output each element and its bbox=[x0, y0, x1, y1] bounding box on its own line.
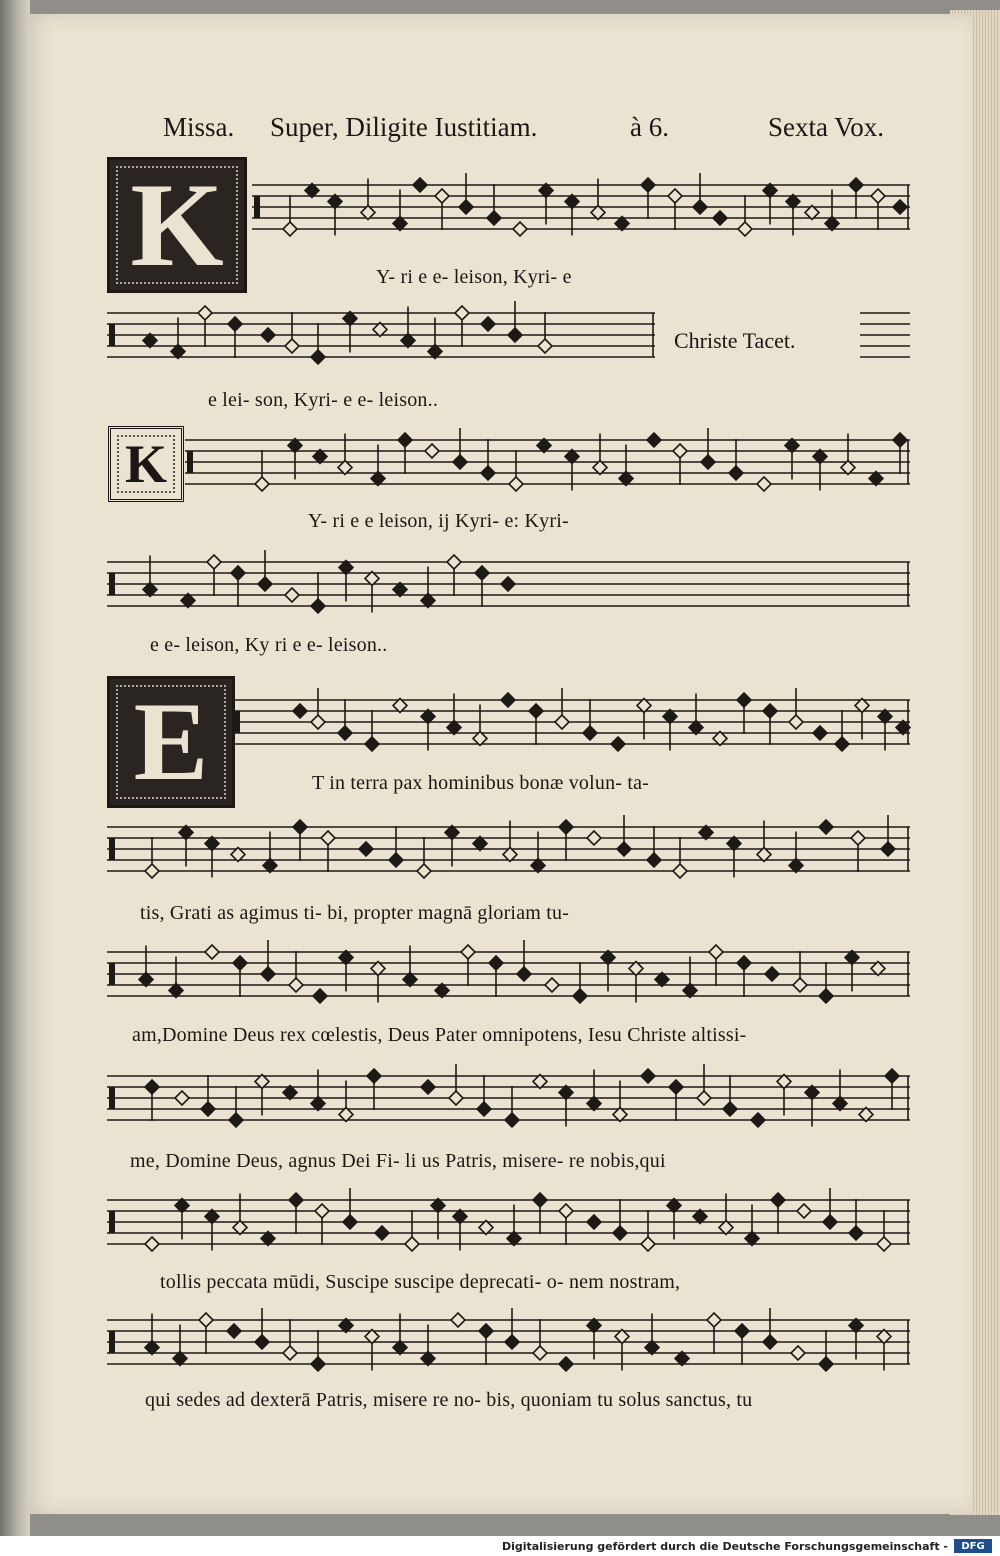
note-head bbox=[851, 831, 865, 845]
staff-6 bbox=[232, 688, 910, 751]
staff-11 bbox=[107, 1308, 910, 1371]
note-head bbox=[877, 1237, 891, 1251]
note-head bbox=[475, 566, 489, 580]
note-head bbox=[367, 1069, 381, 1083]
note-head bbox=[375, 1226, 389, 1240]
note-head bbox=[283, 1346, 297, 1360]
staff-7 bbox=[107, 815, 910, 878]
note-head bbox=[823, 1215, 837, 1229]
note-head bbox=[573, 989, 587, 1003]
funding-notice: Digitalisierung gefördert durch die Deutsche Forschungsgemeinschaft - bbox=[501, 1540, 948, 1553]
note-head bbox=[231, 566, 245, 580]
lyric-line: e lei- son, Kyri- e e- leison.. bbox=[208, 389, 439, 411]
clef-mark bbox=[109, 838, 115, 860]
note-head bbox=[489, 956, 503, 970]
clef-mark bbox=[109, 324, 115, 346]
header-voice: Sexta Vox. bbox=[768, 112, 885, 142]
note-head bbox=[311, 1357, 325, 1371]
note-head bbox=[421, 1080, 435, 1094]
clef-mark bbox=[109, 1087, 115, 1109]
note-head bbox=[757, 477, 771, 491]
note-head bbox=[529, 704, 543, 718]
note-head bbox=[791, 1346, 805, 1360]
note-head bbox=[455, 306, 469, 320]
dfg-logo: DFG bbox=[954, 1539, 992, 1553]
note-head bbox=[343, 1215, 357, 1229]
clef-mark bbox=[187, 451, 193, 473]
note-head bbox=[447, 555, 461, 569]
note-head bbox=[283, 222, 297, 236]
header-voices: à 6. bbox=[630, 112, 669, 142]
note-head bbox=[819, 989, 833, 1003]
staff-10 bbox=[107, 1188, 910, 1251]
note-head bbox=[723, 1102, 737, 1116]
note-head bbox=[145, 1080, 159, 1094]
note-head bbox=[453, 455, 467, 469]
note-head bbox=[701, 455, 715, 469]
header-missa: Missa. bbox=[163, 112, 235, 142]
note-head bbox=[669, 1080, 683, 1094]
note-head bbox=[481, 317, 495, 331]
note-head bbox=[258, 577, 272, 591]
note-head bbox=[641, 178, 655, 192]
note-head bbox=[771, 1193, 785, 1207]
note-head bbox=[737, 956, 751, 970]
note-head bbox=[313, 989, 327, 1003]
note-head bbox=[229, 1113, 243, 1127]
note-head bbox=[501, 577, 515, 591]
note-head bbox=[697, 1091, 711, 1105]
initial-letter: K bbox=[130, 158, 224, 291]
note-head bbox=[145, 864, 159, 878]
note-head bbox=[751, 1113, 765, 1127]
note-head bbox=[261, 967, 275, 981]
note-head bbox=[477, 1102, 491, 1116]
staff-4 bbox=[185, 428, 910, 491]
note-head bbox=[261, 328, 275, 342]
note-head bbox=[668, 189, 682, 203]
note-head bbox=[417, 864, 431, 878]
note-head bbox=[738, 222, 752, 236]
note-head bbox=[509, 477, 523, 491]
lyric-line: Y- ri e e- leison, Kyri- e bbox=[376, 266, 572, 288]
note-head bbox=[735, 1324, 749, 1338]
note-head bbox=[459, 200, 473, 214]
clef-mark bbox=[109, 573, 115, 595]
note-head bbox=[405, 1237, 419, 1251]
note-head bbox=[289, 1193, 303, 1207]
note-head bbox=[201, 1102, 215, 1116]
note-head bbox=[533, 1193, 547, 1207]
note-head bbox=[673, 444, 687, 458]
note-head bbox=[559, 820, 573, 834]
note-head bbox=[641, 1237, 655, 1251]
note-head bbox=[461, 945, 475, 959]
note-head bbox=[673, 864, 687, 878]
clef-mark bbox=[109, 1211, 115, 1233]
lyric-line: tollis peccata mūdi, Suscipe suscipe deprecati- o- nem nostram, bbox=[160, 1271, 681, 1293]
note-head bbox=[311, 350, 325, 364]
note-head bbox=[641, 1069, 655, 1083]
note-head bbox=[737, 693, 751, 707]
note-head bbox=[293, 820, 307, 834]
note-head bbox=[555, 715, 569, 729]
note-head bbox=[451, 1313, 465, 1327]
note-head bbox=[647, 853, 661, 867]
note-head bbox=[849, 178, 863, 192]
note-head bbox=[538, 339, 552, 353]
christe-tacet-label: Christe Tacet. bbox=[674, 328, 796, 353]
note-head bbox=[533, 1346, 547, 1360]
note-head bbox=[559, 1204, 573, 1218]
staff-2 bbox=[107, 301, 655, 364]
note-head bbox=[849, 1226, 863, 1240]
initial-letter: K bbox=[124, 434, 167, 494]
staff-9 bbox=[107, 1064, 910, 1127]
note-head bbox=[207, 555, 221, 569]
note-head bbox=[228, 317, 242, 331]
note-head bbox=[893, 200, 907, 214]
clef-mark bbox=[234, 711, 240, 733]
note-head bbox=[199, 1313, 213, 1327]
staff-3 bbox=[860, 313, 910, 357]
staff-5 bbox=[107, 550, 910, 613]
lyric-line: tis, Grati as agimus ti- bi, propter magnā gloriam tu- bbox=[140, 902, 570, 924]
staff-8 bbox=[107, 940, 910, 1003]
lyric-line: e e- leison, Ky ri e e- leison.. bbox=[150, 634, 388, 656]
lyric-line: me, Domine Deus, agnus Dei Fi- li us Patris, misere- re nobis,qui bbox=[130, 1150, 666, 1172]
note-head bbox=[819, 820, 833, 834]
clef-mark bbox=[109, 963, 115, 985]
note-head bbox=[713, 211, 727, 225]
note-head bbox=[315, 1204, 329, 1218]
lyric-line: qui sedes ad dexterā Patris, misere re no- bis, quoniam tu solus sanctus, tu bbox=[145, 1389, 753, 1411]
note-head bbox=[693, 200, 707, 214]
note-head bbox=[413, 178, 427, 192]
note-head bbox=[881, 842, 895, 856]
note-head bbox=[435, 189, 449, 203]
note-head bbox=[513, 222, 527, 236]
note-head bbox=[545, 978, 559, 992]
note-head bbox=[587, 831, 601, 845]
note-head bbox=[285, 339, 299, 353]
note-head bbox=[289, 978, 303, 992]
lyric-line: T in terra pax hominibus bonæ volun- ta- bbox=[312, 772, 650, 794]
note-head bbox=[311, 715, 325, 729]
note-head bbox=[583, 726, 597, 740]
clef-mark bbox=[109, 1331, 115, 1353]
note-head bbox=[885, 1069, 899, 1083]
note-head bbox=[449, 1091, 463, 1105]
note-head bbox=[365, 737, 379, 751]
note-head bbox=[871, 189, 885, 203]
note-head bbox=[205, 945, 219, 959]
note-head bbox=[517, 967, 531, 981]
note-head bbox=[819, 1357, 833, 1371]
note-head bbox=[293, 704, 307, 718]
note-head bbox=[587, 1215, 601, 1229]
note-head bbox=[508, 328, 522, 342]
note-head bbox=[487, 211, 501, 225]
lyric-line: am,Domine Deus rex cœlestis, Deus Pater omnipotens, Iesu Christe altissi- bbox=[132, 1024, 747, 1046]
note-head bbox=[763, 704, 777, 718]
note-head bbox=[227, 1324, 241, 1338]
note-head bbox=[255, 477, 269, 491]
header-super: Super, Diligite Iustitiam. bbox=[270, 112, 538, 142]
note-head bbox=[175, 1091, 189, 1105]
note-head bbox=[707, 1313, 721, 1327]
clef-mark bbox=[254, 196, 260, 218]
note-head bbox=[338, 726, 352, 740]
note-head bbox=[425, 444, 439, 458]
note-head bbox=[505, 1113, 519, 1127]
initial-letter: E bbox=[133, 679, 209, 804]
note-head bbox=[233, 956, 247, 970]
note-head bbox=[389, 853, 403, 867]
note-head bbox=[765, 967, 779, 981]
note-head bbox=[613, 1226, 627, 1240]
note-head bbox=[311, 599, 325, 613]
note-head bbox=[501, 693, 515, 707]
note-head bbox=[617, 842, 631, 856]
note-head bbox=[145, 1237, 159, 1251]
note-head bbox=[835, 737, 849, 751]
note-head bbox=[729, 466, 743, 480]
staff-1 bbox=[252, 173, 910, 236]
note-head bbox=[893, 433, 907, 447]
note-head bbox=[398, 433, 412, 447]
lyric-line: Y- ri e e leison, ij Kyri- e: Kyri- bbox=[308, 510, 569, 532]
note-head bbox=[359, 842, 373, 856]
note-head bbox=[611, 737, 625, 751]
note-head bbox=[813, 726, 827, 740]
note-head bbox=[709, 945, 723, 959]
note-head bbox=[255, 1335, 269, 1349]
note-head bbox=[505, 1335, 519, 1349]
note-head bbox=[647, 433, 661, 447]
note-head bbox=[559, 1357, 573, 1371]
note-head bbox=[481, 466, 495, 480]
note-head bbox=[797, 1204, 811, 1218]
note-head bbox=[789, 715, 803, 729]
note-head bbox=[793, 978, 807, 992]
note-head bbox=[285, 588, 299, 602]
note-head bbox=[763, 1335, 777, 1349]
note-head bbox=[321, 831, 335, 845]
note-head bbox=[479, 1324, 493, 1338]
note-head bbox=[198, 306, 212, 320]
